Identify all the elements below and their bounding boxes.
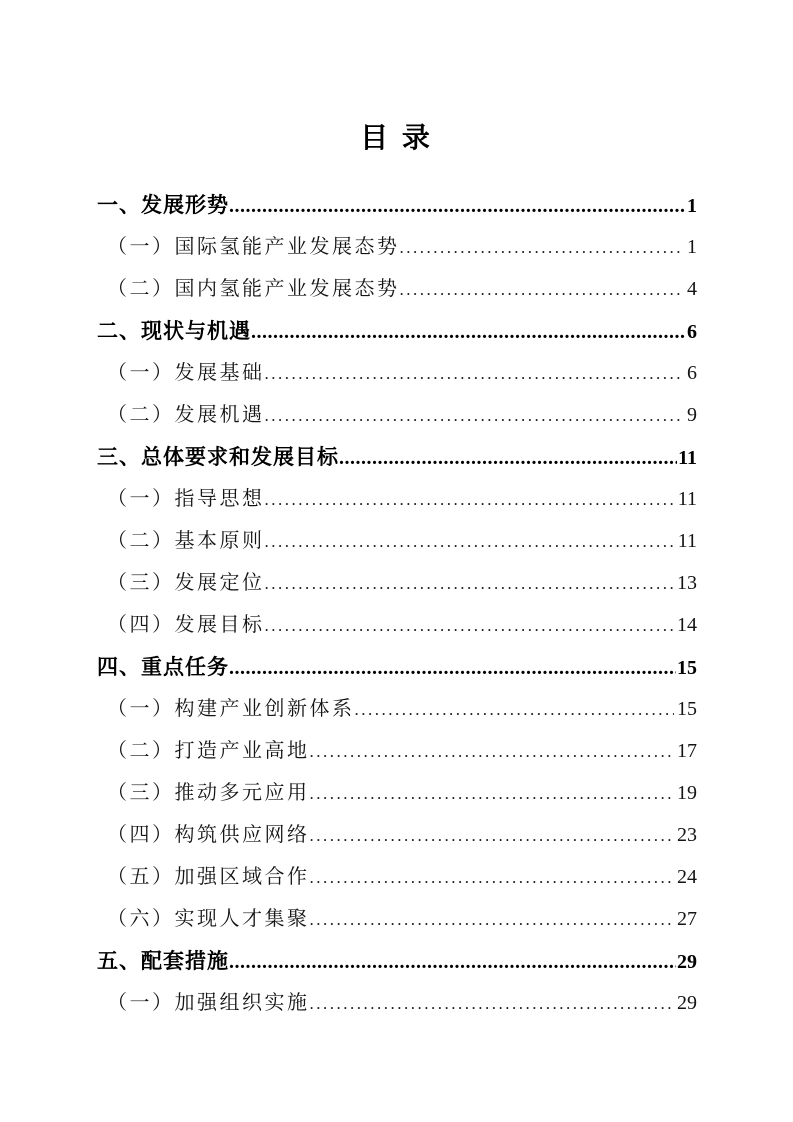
toc-entry-page: 15 (677, 698, 697, 720)
dot-leader (339, 437, 677, 479)
toc-entry-label: （一）指导思想 (107, 488, 265, 510)
toc-entry-label: （二）基本原则 (107, 530, 265, 552)
dot-leader (310, 815, 675, 857)
toc-entry-label: （二）国内氢能产业发展态势 (107, 278, 400, 300)
dot-leader (310, 899, 675, 941)
toc-entry-label: （五）加强区域合作 (107, 866, 310, 888)
dot-leader (355, 689, 675, 731)
dot-leader (310, 983, 675, 1025)
dot-leader (265, 521, 675, 563)
dot-leader (265, 479, 675, 521)
toc-entry-page: 13 (677, 572, 697, 594)
toc-entry[interactable] (97, 436, 697, 478)
toc-entry-label: （一）加强组织实施 (107, 992, 310, 1014)
dot-leader (310, 857, 675, 899)
toc-entry-page: 11 (678, 447, 697, 469)
toc-entry-label: （四）发展目标 (107, 614, 265, 636)
toc-entry-page: 11 (677, 488, 697, 510)
dot-leader (265, 353, 685, 395)
toc-entry-label: （一）发展基础 (107, 362, 265, 384)
toc-entry[interactable] (97, 772, 697, 814)
toc-entry[interactable] (97, 352, 697, 394)
dot-leader (310, 731, 675, 773)
toc-entry-page: 15 (677, 657, 697, 679)
toc-entry-label: 四、重点任务 (97, 655, 229, 679)
dot-leader (310, 773, 675, 815)
toc-entry-label: （四）构筑供应网络 (107, 824, 310, 846)
toc-entry-page: 6 (687, 321, 697, 343)
toc-entry-page: 6 (687, 362, 697, 384)
toc-entry-label: （二）发展机遇 (107, 404, 265, 426)
toc-entry[interactable] (97, 646, 697, 688)
toc-entry-page: 17 (677, 740, 697, 762)
toc-entry[interactable] (97, 226, 697, 268)
toc-entry-label: 二、现状与机遇 (97, 319, 251, 343)
toc-entry-label: （三）推动多元应用 (107, 782, 310, 804)
toc-entry-label: （一）国际氢能产业发展态势 (107, 236, 400, 258)
dot-leader (229, 185, 686, 227)
dot-leader (265, 563, 675, 605)
toc-entry-page: 29 (677, 992, 697, 1014)
toc-entry-label: （六）实现人才集聚 (107, 908, 310, 930)
dot-leader (265, 605, 675, 647)
toc-entry[interactable] (97, 562, 697, 604)
toc-entry[interactable] (97, 394, 697, 436)
toc-entry[interactable] (97, 898, 697, 940)
toc-entry[interactable] (97, 730, 697, 772)
page-title: 目 录 (360, 122, 433, 153)
dot-leader (400, 227, 685, 269)
toc-entry[interactable] (97, 310, 697, 352)
toc-entry-page: 23 (677, 824, 697, 846)
toc-entry-page: 24 (677, 866, 697, 888)
toc-entry[interactable] (97, 814, 697, 856)
toc-entry-label: （三）发展定位 (107, 572, 265, 594)
toc-entry-label: （二）打造产业高地 (107, 740, 310, 762)
toc-entry-page: 19 (677, 782, 697, 804)
toc-entry-page: 27 (677, 908, 697, 930)
toc-entry-page: 9 (687, 404, 697, 426)
toc-entry-label: 三、总体要求和发展目标 (97, 445, 339, 469)
toc-entry-page: 1 (687, 195, 697, 217)
dot-leader (251, 311, 686, 353)
toc-entry[interactable] (97, 688, 697, 730)
toc-entry-page: 4 (687, 278, 697, 300)
dot-leader (265, 395, 685, 437)
toc-entry[interactable] (97, 520, 697, 562)
toc-entry-label: 一、发展形势 (97, 193, 229, 217)
toc-entry[interactable] (97, 478, 697, 520)
toc-entry[interactable] (97, 184, 697, 226)
toc-entry[interactable] (97, 982, 697, 1024)
dot-leader (229, 941, 676, 983)
toc-entry-page: 11 (677, 530, 697, 552)
toc-entry-page: 14 (677, 614, 697, 636)
toc-entry[interactable] (97, 940, 697, 982)
toc-entry-label: 五、配套措施 (97, 949, 229, 973)
toc-entry[interactable] (97, 604, 697, 646)
toc-entry[interactable] (97, 268, 697, 310)
toc-entry-page: 1 (687, 236, 697, 258)
toc-list (97, 184, 697, 1024)
dot-leader (229, 647, 676, 689)
dot-leader (400, 269, 685, 311)
toc-entry-page: 29 (677, 951, 697, 973)
toc-entry[interactable] (97, 856, 697, 898)
toc-entry-label: （一）构建产业创新体系 (107, 698, 355, 720)
